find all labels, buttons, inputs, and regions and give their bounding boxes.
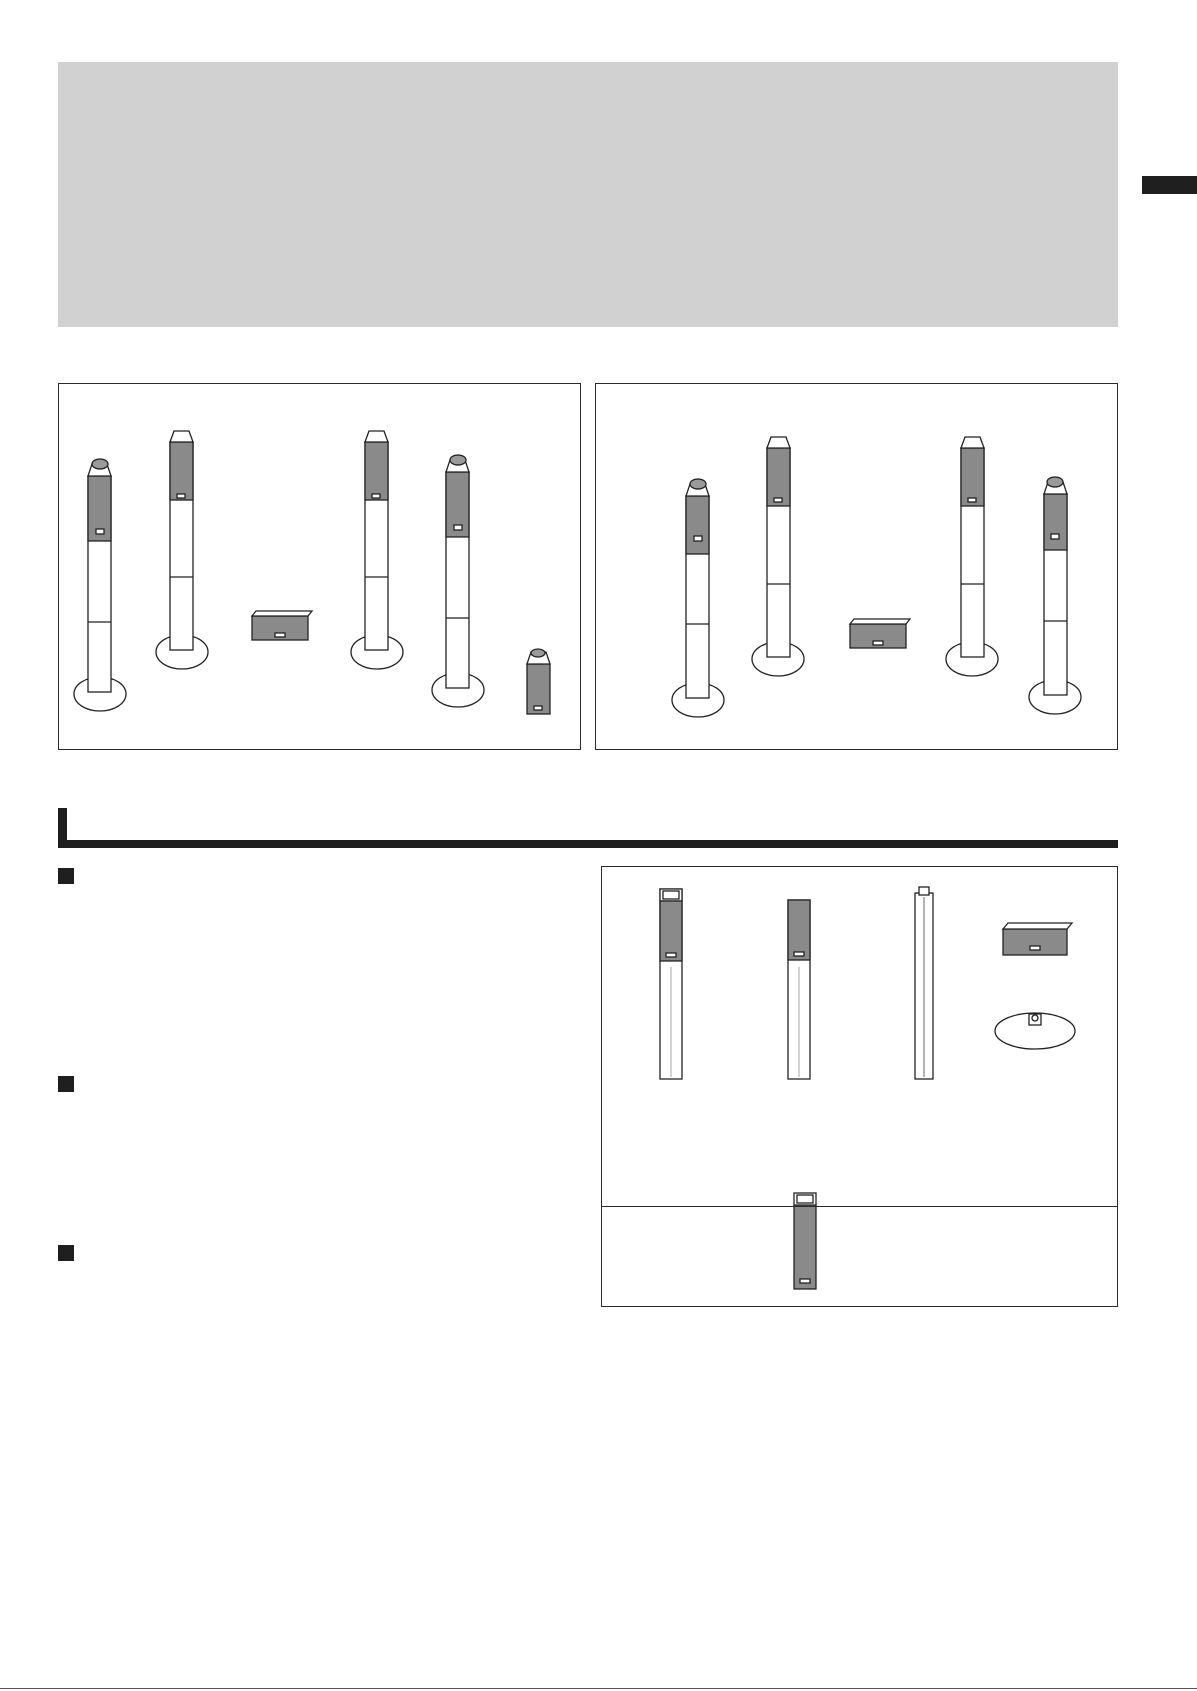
square-bullet-icon [58, 1245, 74, 1261]
front-speaker-part-icon [660, 889, 682, 1079]
grey-header-banner [58, 62, 1118, 327]
front-left-speaker-icon [74, 459, 126, 711]
speaker-system-b-drawing [596, 384, 1119, 751]
front-right-speaker-icon [1029, 477, 1081, 714]
subwoofer-icon [527, 649, 550, 714]
section-tab-marker [1142, 176, 1197, 194]
speaker-system-a-drawing [59, 384, 582, 751]
center-speaker-icon [252, 611, 312, 640]
supplied-parts-drawing [602, 867, 1119, 1308]
surround-left-speaker-icon [156, 431, 208, 669]
surround-left-speaker-icon [752, 437, 804, 676]
front-left-speaker-icon [672, 479, 724, 717]
page-bottom-rule [0, 1688, 1197, 1689]
speaker-system-figure-a [58, 383, 581, 750]
surround-speaker-part-icon [788, 900, 810, 1079]
parts-panel-divider [601, 1206, 1118, 1207]
speaker-system-figure-b [595, 383, 1118, 750]
stand-base-part-icon [995, 1013, 1075, 1049]
surround-right-speaker-icon [946, 437, 998, 676]
square-bullet-icon [58, 868, 74, 884]
square-bullet-icon [58, 1076, 74, 1092]
center-speaker-icon [850, 619, 910, 648]
surround-right-speaker-icon [351, 431, 403, 669]
speaker-unit-part-icon [794, 1193, 816, 1289]
stand-pole-part-icon [915, 887, 933, 1079]
section-heading-rule [58, 840, 1118, 848]
supplied-parts-figure [601, 866, 1118, 1307]
center-speaker-part-icon [1003, 923, 1072, 955]
front-right-speaker-icon [432, 455, 484, 707]
